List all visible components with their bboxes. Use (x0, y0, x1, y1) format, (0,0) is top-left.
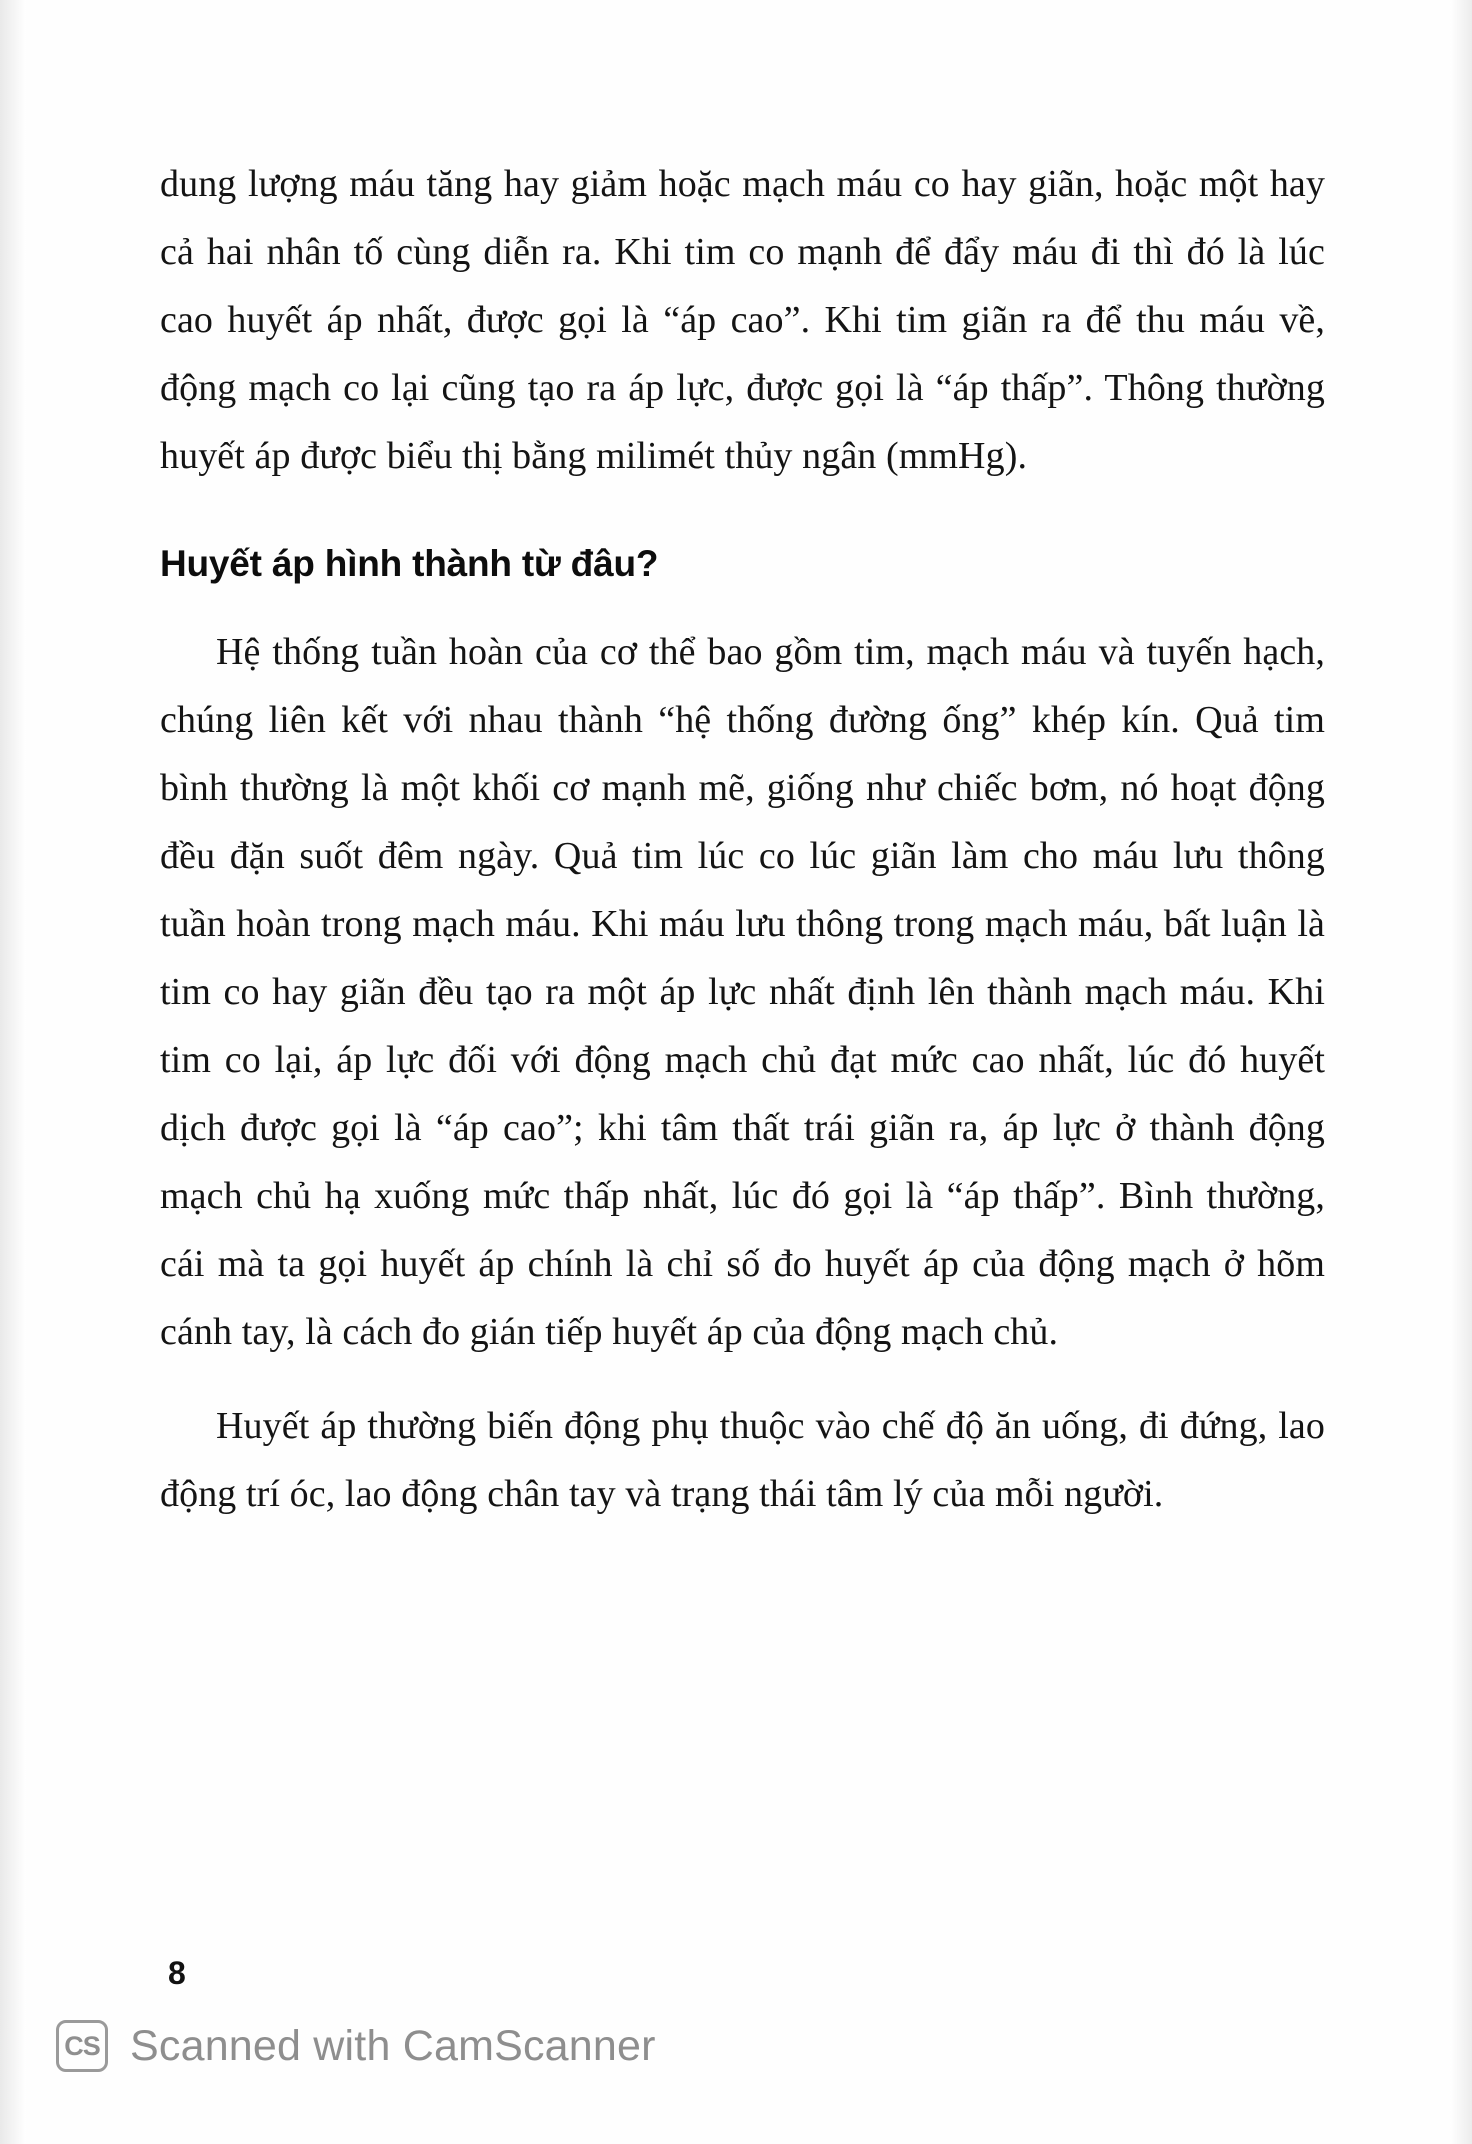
page-number: 8 (168, 1955, 186, 1991)
camscanner-logo-icon: CS (56, 2020, 108, 2072)
paragraph-2: Hệ thống tuần hoàn của cơ thể bao gồm tim, mạch máu và tuyến hạch, chúng liên kết với nhau thành “hệ thống đường ống” khép kín. Quả tim bình thường là một khối cơ mạnh mẽ, giống như chiếc bơm, nó hoạt động đều đặn suốt đêm ngày. Quả tim lúc co lúc giãn làm cho máu lưu thông tuần hoàn trong mạch máu. Khi máu lưu thông trong mạch máu, bất luận là tim co hay giãn đều tạo ra một áp lực nhất định lên thành mạch máu. Khi tim co lại, áp lực đối với động mạch chủ đạt mức cao nhất, lúc đó huyết dịch được gọi là “áp cao”; khi tâm thất trái giãn ra, áp lực ở thành động mạch chủ hạ xuống mức thấp nhất, lúc đó gọi là “áp thấp”. Bình thường, cái mà ta gọi huyết áp chính là chỉ số đo huyết áp của động mạch ở hõm cánh tay, là cách đo gián tiếp huyết áp của động mạch chủ. (160, 631, 1325, 1353)
page-edge-shadow-right (1450, 0, 1472, 2144)
page-edge-shadow-left (0, 0, 26, 2144)
paragraph-spacer (160, 490, 1325, 536)
paragraph-spacer-2 (160, 1366, 1325, 1392)
page-content (160, 150, 1325, 1528)
camscanner-watermark (56, 2020, 656, 2072)
heading-spacer (160, 592, 1325, 618)
section-heading: Huyết áp hình thành từ đâu? (160, 543, 659, 584)
camscanner-watermark-text: Scanned with CamScanner (130, 2021, 656, 2070)
paragraph-1: dung lượng máu tăng hay giảm hoặc mạch máu co hay giãn, hoặc một hay cả hai nhân tố cùng diễn ra. Khi tim co mạnh để đẩy máu đi thì đó là lúc cao huyết áp nhất, được gọi là “áp cao”. Khi tim giãn ra để thu máu về, động mạch co lại cũng tạo ra áp lực, được gọi là “áp thấp”. Thông thường huyết áp được biểu thị bằng milimét thủy ngân (mmHg). (160, 163, 1325, 477)
paragraph-3: Huyết áp thường biến động phụ thuộc vào chế độ ăn uống, đi đứng, lao động trí óc, lao động chân tay và trạng thái tâm lý của mỗi người. (160, 1405, 1325, 1515)
